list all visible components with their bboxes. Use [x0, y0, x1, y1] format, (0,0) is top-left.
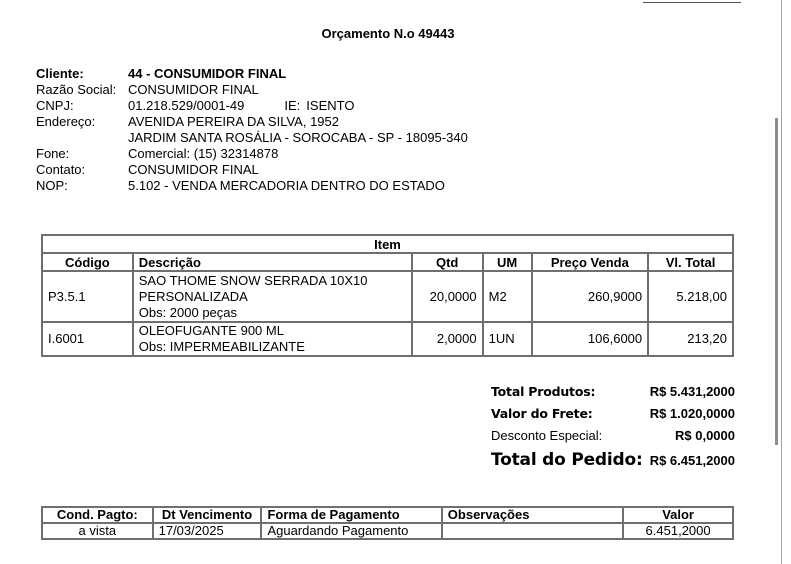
- client-row-razao-social: [36, 82, 468, 98]
- client-info: [36, 66, 468, 194]
- cnpj-label: CNPJ:: [36, 98, 74, 113]
- razao-social-value: CONSUMIDOR FINAL: [128, 82, 259, 97]
- client-row-contato: [36, 162, 468, 178]
- client-row-endereco-2: [36, 130, 468, 146]
- valor-frete-value: R$ 1.020,0000: [649, 406, 735, 421]
- client-row-fone: [36, 146, 468, 162]
- nop-label: NOP:: [36, 178, 68, 193]
- total-pedido-value: R$ 6.451,2000: [649, 453, 735, 468]
- endereco-label-empty: [36, 130, 128, 146]
- item-obs: Obs: IMPERMEABILIZANTE: [138, 339, 305, 354]
- desconto-row: [491, 428, 735, 450]
- payment-forma: Aguardando Pagamento: [261, 523, 441, 539]
- item-codigo: I.6001: [42, 322, 133, 356]
- ie-value: ISENTO: [306, 98, 355, 113]
- header-um: UM: [483, 253, 532, 271]
- item-codigo: P3.5.1: [42, 271, 133, 322]
- item-um: 1UN: [483, 322, 532, 356]
- payment-header-row: [42, 507, 733, 523]
- document-title: Orçamento N.o 49443: [321, 26, 455, 41]
- nop-value: 5.102 - VENDA MERCADORIA DENTRO DO ESTADO: [128, 178, 445, 193]
- header-cond-pagto: Cond. Pagto:: [42, 507, 153, 523]
- item-preco: 260,9000: [532, 271, 649, 322]
- header-descricao: Descrição: [133, 253, 412, 271]
- payment-table: [41, 506, 734, 540]
- item-descricao-line: PERSONALIZADA: [138, 288, 248, 304]
- header-qtd: Qtd: [412, 253, 483, 271]
- endereco-line2: JARDIM SANTA ROSÁLIA - SOROCABA - SP - 18095-340: [128, 130, 468, 145]
- payment-obs: [442, 523, 623, 539]
- total-produtos-value: R$ 5.431,2000: [649, 384, 735, 399]
- header-valor: Valor: [623, 507, 733, 523]
- item-um: M2: [483, 271, 532, 322]
- fone-value: Comercial: (15) 32314878: [128, 146, 279, 161]
- viewer-border: [781, 0, 782, 564]
- totals-block: [491, 384, 735, 476]
- scrollbar-thumb[interactable]: [775, 118, 778, 445]
- cnpj-value: 01.218.529/0001-49: [128, 98, 245, 113]
- razao-social-label: Razão Social:: [36, 82, 117, 97]
- payment-cond: a vista: [42, 523, 153, 539]
- items-table: [41, 234, 734, 357]
- item-obs: Obs: 2000 peças: [138, 304, 238, 320]
- payment-vencimento: 17/03/2025: [153, 523, 262, 539]
- client-row-endereco: [36, 114, 468, 130]
- header-observacoes: Observações: [442, 507, 623, 523]
- item-qtd: 2,0000: [412, 322, 483, 356]
- table-row: [42, 523, 733, 539]
- header-vl-total: Vl. Total: [648, 253, 733, 271]
- payment-valor: 6.451,2000: [623, 523, 733, 539]
- desconto-label: Desconto Especial:: [491, 428, 603, 443]
- total-pedido-row: [491, 450, 735, 476]
- ie-label: IE:: [284, 98, 301, 113]
- header-preco-venda: Preço Venda: [532, 253, 649, 271]
- client-row-cliente: [36, 66, 468, 82]
- endereco-label: Endereço:: [36, 114, 96, 129]
- total-produtos-row: [491, 384, 735, 406]
- item-descricao: [133, 322, 412, 356]
- item-descricao-line: OLEOFUGANTE 900 ML: [138, 323, 284, 338]
- top-link-cut-off[interactable]: [643, 0, 741, 3]
- contato-value: CONSUMIDOR FINAL: [128, 162, 259, 177]
- header-dt-vencimento: Dt Vencimento: [153, 507, 262, 523]
- contato-label: Contato:: [36, 162, 86, 177]
- client-label: Cliente:: [36, 66, 84, 81]
- valor-frete-row: [491, 406, 735, 428]
- endereco-line1: AVENIDA PEREIRA DA SILVA, 1952: [128, 114, 339, 129]
- valor-frete-label: Valor do Frete:: [491, 406, 593, 421]
- item-preco: 106,6000: [532, 322, 649, 356]
- desconto-value: R$ 0,0000: [675, 428, 735, 443]
- item-descricao: [133, 271, 412, 322]
- total-produtos-label: Total Produtos:: [491, 384, 596, 399]
- client-value: 44 - CONSUMIDOR FINAL: [128, 66, 287, 81]
- item-total: 213,20: [648, 322, 733, 356]
- items-caption-row: [42, 235, 733, 253]
- items-header-row: [42, 253, 733, 271]
- table-row: [42, 271, 733, 322]
- header-forma-pagamento: Forma de Pagamento: [261, 507, 441, 523]
- item-total: 5.218,00: [648, 271, 733, 322]
- client-row-cnpj: [36, 98, 468, 114]
- header-codigo: Código: [42, 253, 133, 271]
- fone-label: Fone:: [36, 146, 70, 161]
- items-caption: Item: [42, 235, 733, 253]
- item-descricao-line: SAO THOME SNOW SERRADA 10X10: [138, 272, 368, 288]
- table-row: [42, 322, 733, 356]
- item-qtd: 20,0000: [412, 271, 483, 322]
- total-pedido-label: Total do Pedido:: [491, 450, 643, 470]
- client-row-nop: [36, 178, 468, 194]
